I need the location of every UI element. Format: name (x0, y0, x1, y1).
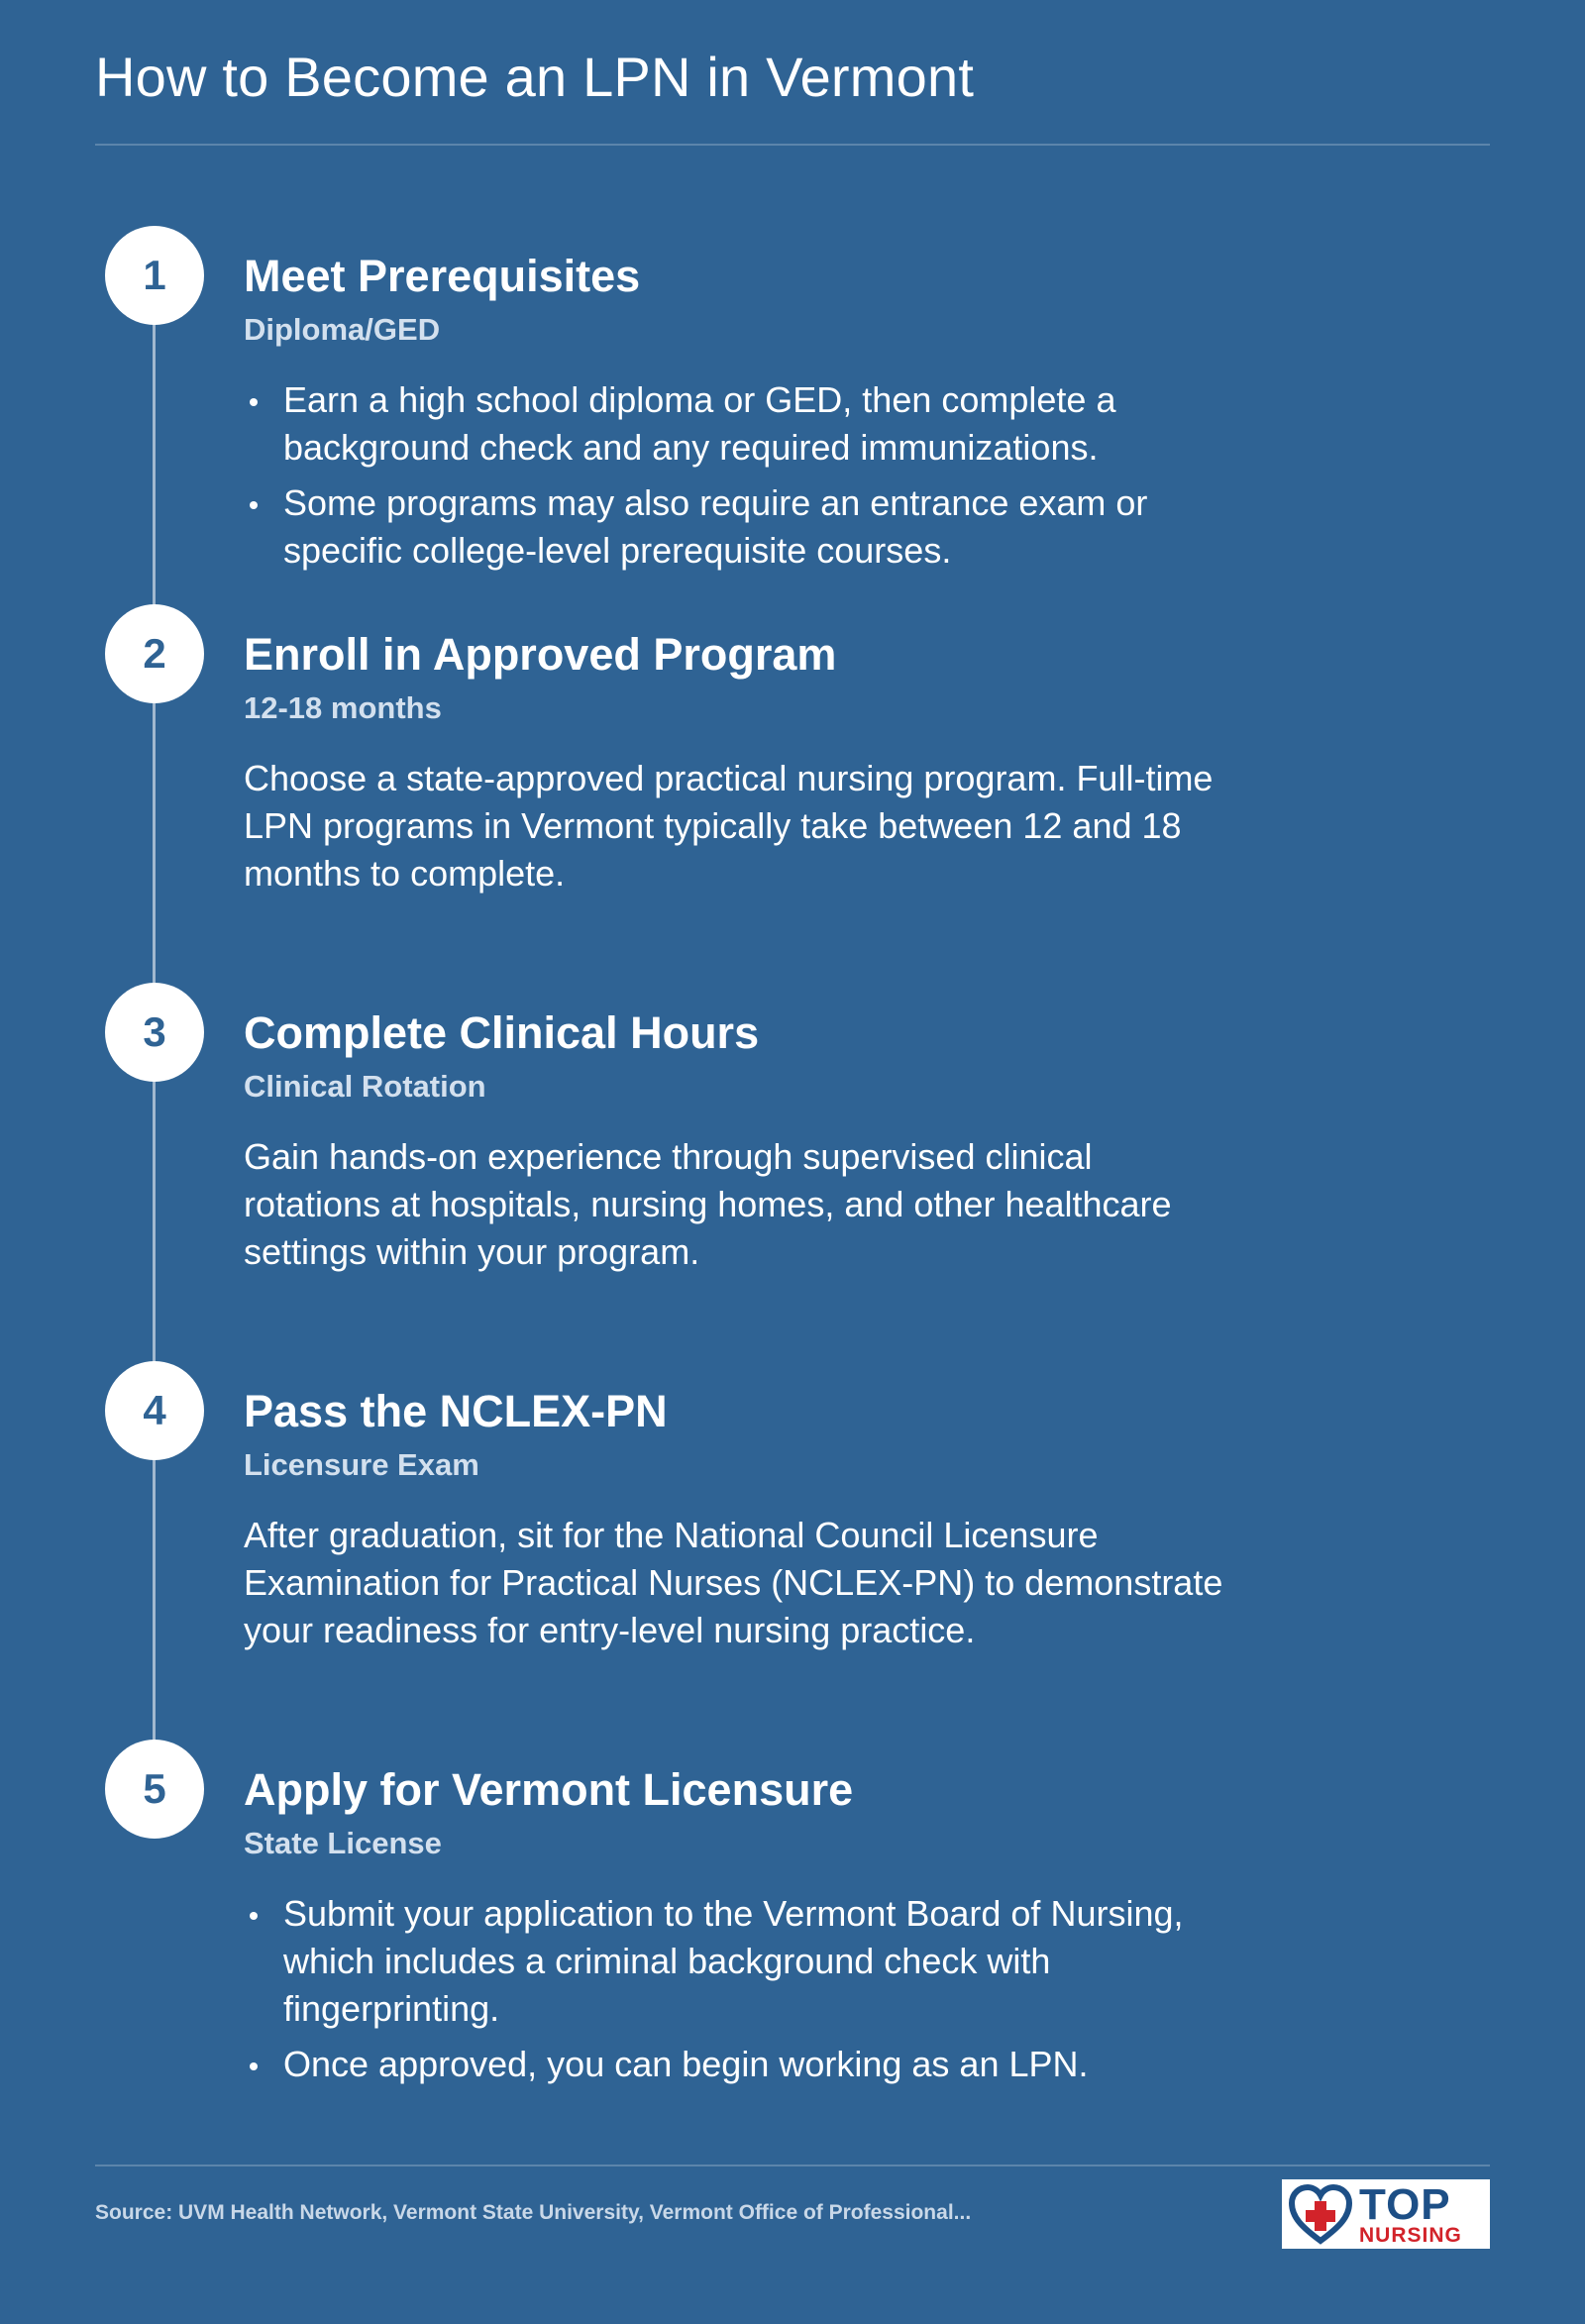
step-subtitle: Licensure Exam (244, 1447, 479, 1482)
step-subtitle: 12-18 months (244, 690, 442, 725)
bullet-item: Earn a high school diploma or GED, then complete a background check and any required immunizations. (244, 376, 1185, 472)
logo-nursing-text: NURSING (1359, 2223, 1462, 2247)
step-number-badge: 4 (105, 1361, 204, 1460)
bullet-list (244, 1890, 1185, 2088)
step-body (244, 1890, 1185, 2096)
page-title: How to Become an LPN in Vermont (95, 46, 975, 108)
step-title: Complete Clinical Hours (244, 1007, 760, 1058)
step-title: Apply for Vermont Licensure (244, 1764, 854, 1815)
logo-top-text: TOP (1359, 2179, 1451, 2229)
step-number-badge: 5 (105, 1740, 204, 1839)
step-subtitle: State License (244, 1826, 442, 1860)
top-nursing-logo[interactable] (1282, 2179, 1490, 2249)
step-body (244, 1512, 1294, 1654)
step-number-badge: 1 (105, 226, 204, 325)
logo-wordmark (1359, 2179, 1462, 2247)
step-description: Choose a state-approved practical nursing program. Full-time LPN programs in Vermont typically take between 12 and 18 months to complete. (244, 758, 1214, 894)
step-number-badge: 3 (105, 983, 204, 1082)
step-subtitle: Diploma/GED (244, 312, 441, 347)
step-description: Gain hands-on experience through supervised clinical rotations at hospitals, nursing homes, and other healthcare settings within your program. (244, 1136, 1172, 1272)
step-title: Pass the NCLEX-PN (244, 1386, 668, 1436)
step-title: Meet Prerequisites (244, 251, 641, 301)
step-body (244, 1133, 1195, 1276)
step-description: After graduation, sit for the National Council Licensure Examination for Practical Nurses (NCLEX-PN) to demonstrate your readiness for entry-level nursing practice. (244, 1515, 1223, 1650)
footer-divider (95, 2165, 1490, 2166)
bullet-item: Submit your application to the Vermont Board of Nursing, which includes a criminal background check with fingerprinting. (244, 1890, 1185, 2033)
title-divider (95, 144, 1490, 146)
heart-cross-icon (1288, 2183, 1353, 2245)
bullet-list (244, 376, 1185, 575)
source-citation: Source: UVM Health Network, Vermont State University, Vermont Office of Professional... (95, 2201, 972, 2224)
bullet-item: Once approved, you can begin working as an LPN. (244, 2041, 1185, 2088)
bullet-item: Some programs may also require an entrance exam or specific college-level prerequisite courses. (244, 479, 1185, 575)
step-subtitle: Clinical Rotation (244, 1069, 486, 1104)
step-body (244, 755, 1244, 898)
step-body (244, 376, 1185, 582)
step-number-badge: 2 (105, 604, 204, 703)
step-title: Enroll in Approved Program (244, 629, 837, 680)
